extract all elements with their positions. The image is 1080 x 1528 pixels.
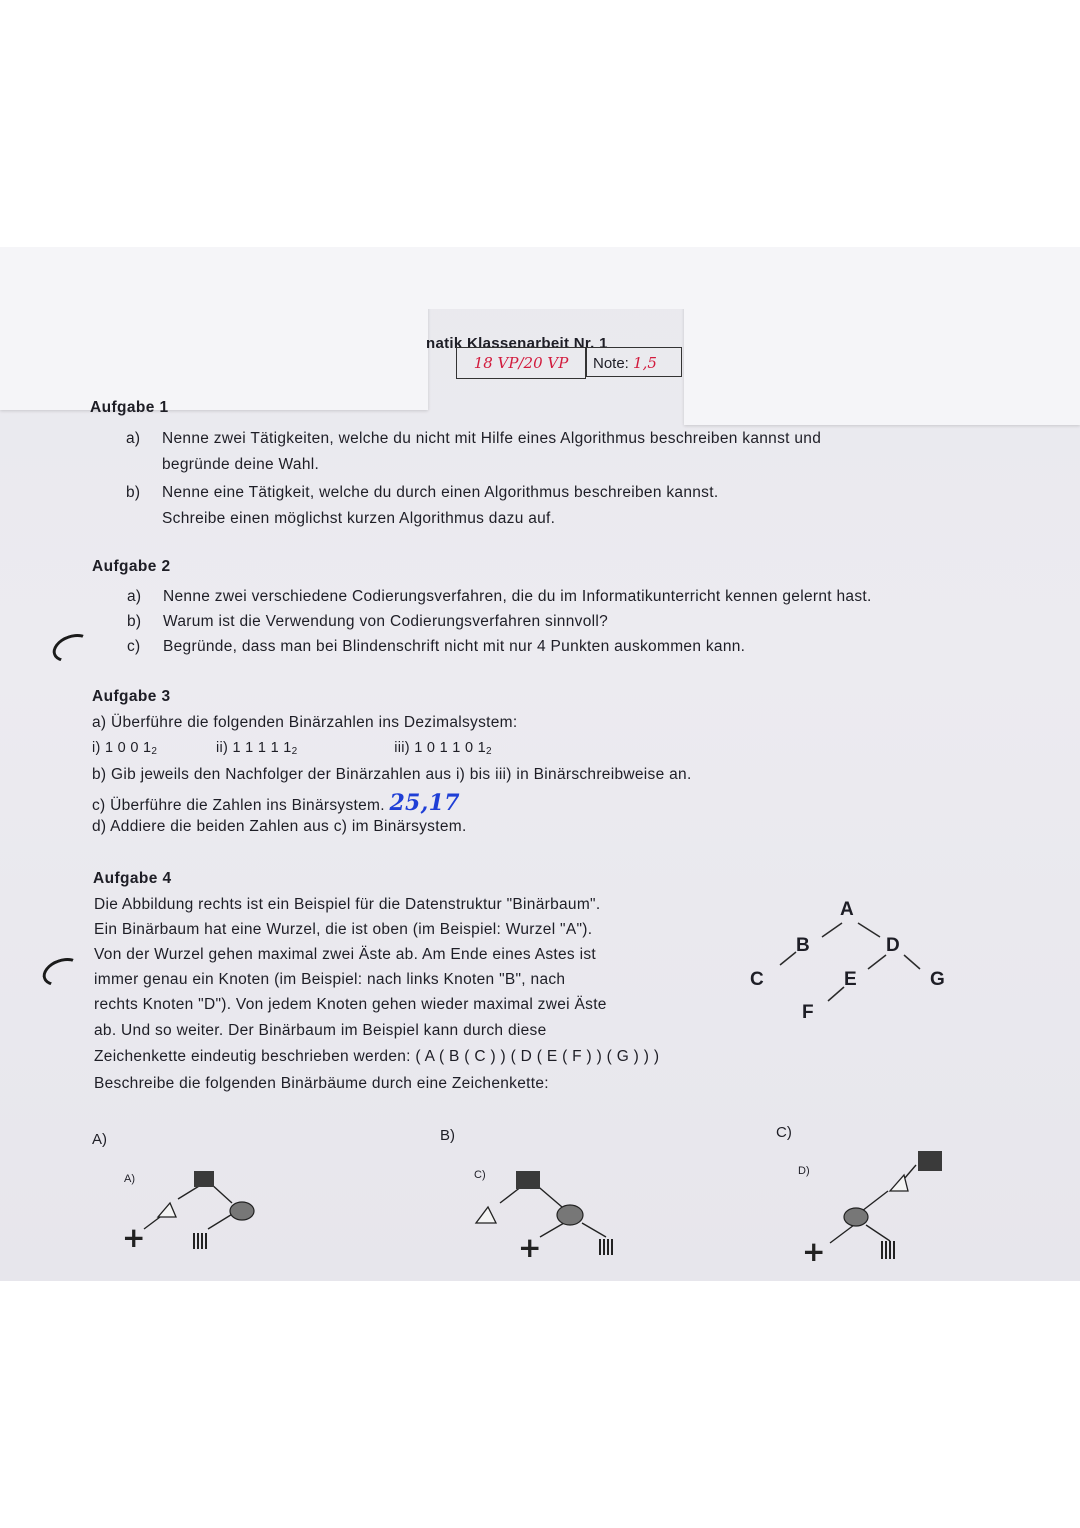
tree-node-a: A: [840, 899, 854, 920]
grade-box: [586, 347, 682, 377]
aufgabe1-title: Aufgabe 1: [90, 399, 169, 416]
grade-value: 1,5: [633, 354, 657, 372]
equals-node-icon: [194, 1233, 206, 1249]
tree-node-b: B: [796, 935, 810, 956]
triangle-node-icon: [476, 1207, 496, 1223]
aufgabe2-b-text: Warum ist die Verwendung von Codierungsverfahren sinnvoll?: [163, 613, 609, 630]
punch-hole-ring: [49, 629, 95, 667]
aufgabe3-a: a) Überführe die folgenden Binärzahlen ins Dezimalsystem:: [92, 714, 518, 731]
tree-node-f: F: [802, 1002, 814, 1023]
figure-label-a: A): [92, 1131, 107, 1148]
aufgabe4-line: Ein Binärbaum hat eine Wurzel, die ist oben (im Beispiel: Wurzel "A").: [94, 921, 593, 938]
tree-edge: [828, 987, 844, 1001]
plus-node-icon: +: [122, 1221, 146, 1254]
aufgabe4-line: Zeichenkette eindeutig beschrieben werden: ( A ( B ( C ) ) ( D ( E ( F ) ) ( G ) ) ): [94, 1048, 660, 1065]
small-label-d: D): [798, 1165, 810, 1177]
aufgabe2-a: [127, 588, 872, 606]
small-label-c: C): [474, 1169, 486, 1181]
aufgabe2-c: [127, 638, 745, 656]
circle-node-icon: [230, 1202, 254, 1220]
plus-node-icon: +: [802, 1235, 826, 1261]
tree-edge: [822, 923, 842, 937]
tree-edge: [780, 952, 796, 965]
binary-ii: ii) 1 1 1 1 $1_2$: [215, 740, 298, 757]
aufgabe4-title: Aufgabe 4: [93, 870, 172, 887]
aufgabe3-binary-numbers: [92, 740, 492, 757]
aufgabe2-a-label: a): [127, 588, 142, 605]
aufgabe2-a-text: Nenne zwei verschiedene Codierungsverfahren, die du im Informatikunterricht kennen gelernt hast.: [163, 588, 872, 605]
tree-figure-a: [110, 1167, 270, 1257]
paper-cover-left: [0, 247, 428, 410]
grade-label: Note:: [593, 355, 629, 372]
equals-node-icon: [600, 1239, 612, 1255]
tree-edge: [904, 955, 920, 969]
aufgabe2-b-label: b): [127, 613, 142, 630]
aufgabe1-a-text: Nenne zwei Tätigkeiten, welche du nicht mit Hilfe eines Algorithmus beschreiben kannst und: [162, 430, 822, 447]
aufgabe1-b-line1: [126, 484, 718, 502]
aufgabe3-d: d) Addiere die beiden Zahlen aus c) im Binärsystem.: [92, 818, 467, 835]
figure-label-b: B): [440, 1127, 455, 1144]
binary-i: i) 1 0 0 $1_2$: [92, 740, 158, 757]
aufgabe4-line: Beschreibe die folgenden Binärbäume durch eine Zeichenkette:: [94, 1075, 549, 1092]
binary-iii: iii) 1 0 1 1 0 $1_2$: [394, 740, 492, 757]
punch-hole-ring: [39, 953, 85, 991]
triangle-node-icon: [158, 1203, 176, 1217]
square-node-icon: [918, 1151, 942, 1171]
aufgabe3-c: [92, 790, 460, 816]
aufgabe1-b-text: Nenne eine Tätigkeit, welche du durch einen Algorithmus beschreiben kannst.: [162, 484, 719, 501]
circle-node-icon: [844, 1208, 868, 1226]
tree-node-d: D: [886, 935, 900, 956]
aufgabe3-c-handwritten: 25,17: [389, 790, 460, 816]
small-label-a: A): [124, 1173, 135, 1185]
figure-label-c: C): [776, 1124, 792, 1141]
tree-node-c: C: [750, 969, 764, 990]
square-node-icon: [516, 1171, 540, 1189]
paper-cover-right: [684, 247, 1080, 425]
tree-figure-c: [460, 1167, 640, 1257]
aufgabe4-line: immer genau ein Knoten (im Beispiel: nach links Knoten "B", nach: [94, 971, 566, 988]
aufgabe1-b-line2: Schreibe einen möglichst kurzen Algorithmus dazu auf.: [162, 510, 556, 527]
tree-node-e: E: [844, 969, 857, 990]
equals-node-icon: [882, 1241, 894, 1259]
tree-edge: [858, 923, 880, 937]
aufgabe2-b: [127, 613, 608, 631]
aufgabe4-line: Von der Wurzel gehen maximal zwei Äste ab. Am Ende eines Astes ist: [94, 946, 596, 963]
aufgabe3-title: Aufgabe 3: [92, 688, 171, 705]
aufgabe1-b-label: b): [126, 484, 141, 501]
aufgabe2-c-text: Begründe, dass man bei Blindenschrift nicht mit nur 4 Punkten auskommen kann.: [163, 638, 746, 655]
aufgabe4-line: ab. Und so weiter. Der Binärbaum im Beispiel kann durch diese: [94, 1022, 547, 1039]
aufgabe2-c-label: c): [127, 638, 141, 655]
paper-cover-center-top: [426, 247, 684, 309]
aufgabe4-line: rechts Knoten "D"). Von jedem Knoten gehen wieder maximal zwei Äste: [94, 996, 607, 1013]
aufgabe4-line: Die Abbildung rechts ist ein Beispiel für die Datenstruktur "Binärbaum".: [94, 896, 601, 913]
circle-node-icon: [557, 1205, 583, 1225]
aufgabe3-b: b) Gib jeweils den Nachfolger der Binärzahlen aus i) bis iii) in Binärschreibweise an.: [92, 766, 692, 783]
tree-edge: [868, 955, 886, 969]
aufgabe1-a-line1: [126, 430, 821, 448]
tree-figure-d: [800, 1147, 960, 1261]
exam-title: natik Klassenarbeit Nr. 1: [426, 335, 608, 352]
plus-node-icon: +: [518, 1231, 542, 1257]
aufgabe1-a-label: a): [126, 430, 141, 447]
aufgabe1-a-line2: begründe deine Wahl.: [162, 456, 320, 473]
exam-photo: [0, 247, 1080, 1281]
aufgabe2-title: Aufgabe 2: [92, 558, 171, 575]
score-handwritten: 18 VP/20 VP: [456, 347, 586, 379]
tree-node-g: G: [930, 969, 945, 990]
aufgabe3-c-text: c) Überführe die Zahlen ins Binärsystem.: [92, 797, 385, 814]
square-node-icon: [194, 1171, 214, 1187]
